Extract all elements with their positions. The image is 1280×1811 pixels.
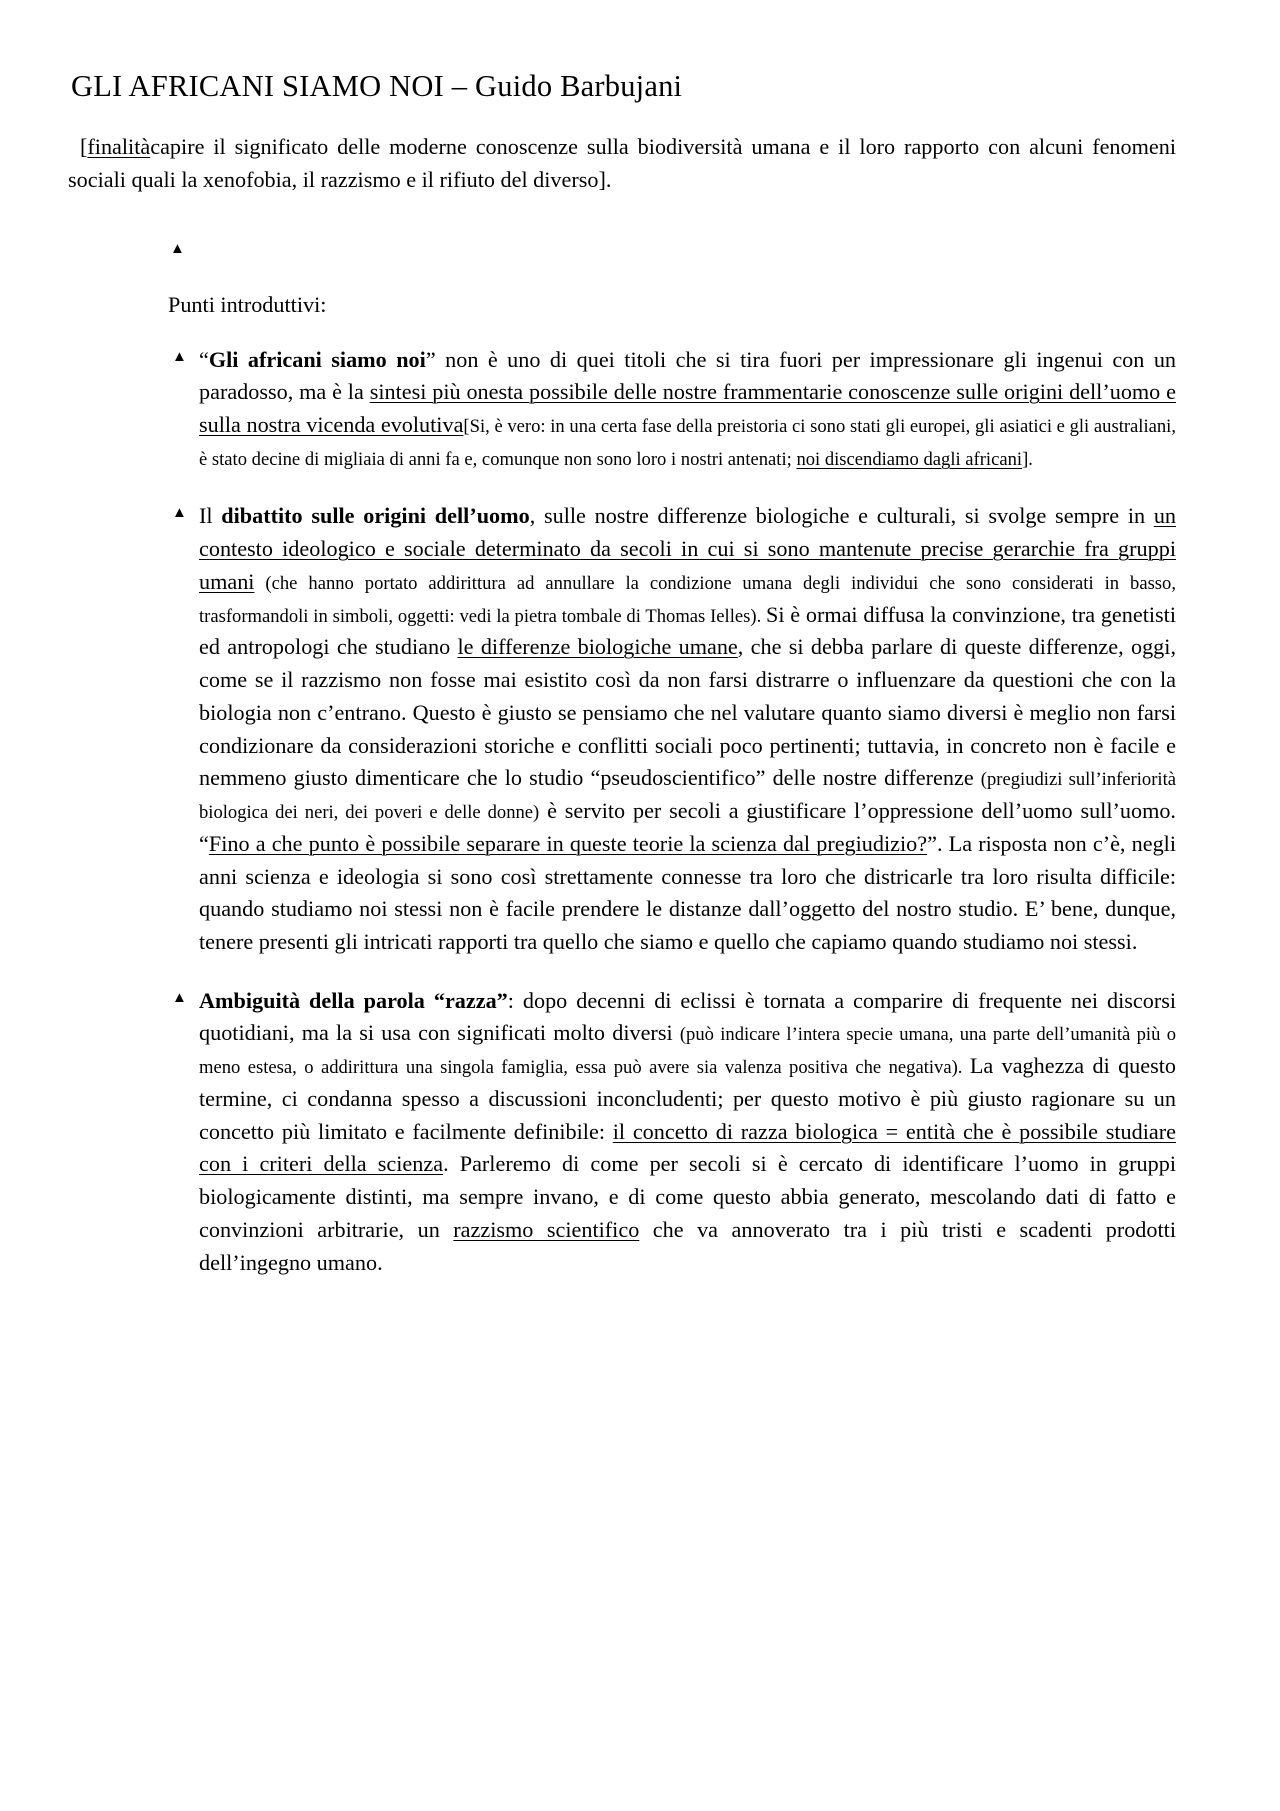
triangle-bullet-icon: ▲ [170,240,185,257]
intro-bracket-open: [ [80,134,88,160]
bullet-text-dibattito [199,500,1176,958]
bullet-list [68,344,1188,1280]
bullet-text-ambiguita [199,985,1176,1280]
small-aside-1: (che hanno portato addirittura ad annullare la condizione umana degli individui che sono considerati in basso, trasformandoli in simboli, oggetti: vedi la pietra tombale di Thomas Ielles). [199,572,1176,627]
text-segment-2: La vaghezza di questo termine, ci condanna spesso a discussioni inconcludenti; per questo motivo è più giusto ragionare su un concetto più limitato e facilmente definibile: [199,1053,1176,1144]
text-prefix: Il [199,503,222,529]
underlined-span-2: razzismo scientifico [453,1216,640,1242]
bold-quote-open: “ [433,987,445,1013]
list-item [68,500,1188,958]
text-segment-1: , sulle nostre differenze biologiche e culturali, si svolge sempre in [529,503,1154,529]
intro-paragraph [68,131,1188,197]
bold-quote-close: ” [496,987,508,1013]
intro-body: capire il significato delle moderne conoscenze sulla biodiversità umana e il loro rapporto con alcuni fenomeni sociali quali la xenofobia, il razzismo e il rifiuto del diverso]. [68,134,1176,193]
section-label: Punti introduttivi: [168,292,327,318]
bold-lead: Gli africani siamo noi [208,346,426,372]
quote-close: ” [425,346,436,372]
quote-open: “ [199,346,209,372]
triangle-bullet-icon: ▲ [172,989,187,1006]
text-segment-1: : dopo decenni di eclissi è tornata a comparire di frequente nei discorsi quotidiani, ma la si usa con significati molto diversi [199,987,1177,1046]
triangle-bullet-icon: ▲ [172,505,187,522]
list-item [68,344,1188,475]
text-segment-4: che va annoverato tra i più tristi e scadenti prodotti dell’ingegno umano. [199,1216,1176,1275]
text-segment-4: è servito per secoli a giustificare l’oppressione dell’uomo sull’uomo. “ [199,798,1176,856]
underlined-span-1: un contesto ideologico e sociale determinato da secoli in cui si sono mantenute precise gerarchie fra gruppi umani [199,503,1177,594]
underlined-span-1: il concetto di razza biologica = entità che è possibile studiare con i criteri della scienza [199,1118,1176,1177]
intro-underlined-term: finalità [87,134,151,160]
small-aside-2: (pregiudizi sull’inferiorità biologica dei neri, dei poveri e delle donne) [199,769,1176,824]
underlined-span-1: sintesi più onesta possibile delle nostre frammentarie conoscenze sulle origini dell’uomo e sulla nostra vicenda evolutiva [199,379,1176,437]
text-segment-2: Si è ormai diffusa la convinzione, tra genetisti ed antropologi che studiano [199,601,1176,660]
small-aside-1: (può indicare l’intera specie umana, una parte dell’umanità più o meno estesa, o addirittura una singola famiglia, essa può avere sia valenza positiva che negativa). [199,1024,1176,1079]
lone-bullet-row [68,233,1188,259]
underlined-span-2: le differenze biologiche umane [457,634,738,660]
text-segment-3: ]. [1022,448,1033,470]
small-aside-1: [Si, è vero: in una certa fase della preistoria ci sono stati gli europei, gli asiatici e gli australiani, è stato decine di migliaia di anni fa e, comunque non sono loro i nostri antenati; [199,415,1176,470]
triangle-bullet-icon: ▲ [172,348,187,365]
underlined-span-2: noi discendiamo dagli africani [796,448,1023,470]
page-title: GLI AFRICANI SIAMO NOI – Guido Barbujani [71,69,683,103]
text-segment-3: . Parleremo di come per secoli si è cercato di identificare l’uomo in gruppi biologicamente distinti, ma sempre invano, e di come questo abbia generato, mescolando dati di fatto e convinzioni arbitrarie, un [199,1151,1176,1242]
bullet-text-gli-africani [199,344,1176,475]
text-segment-1: non è uno di quei titoli che si tira fuori per impressionare gli ingenui con un paradosso, ma è la [199,346,1177,405]
underlined-span-3: Fino a che punto è possibile separare in queste teorie la scienza dal pregiudizio? [208,830,928,856]
bold-lead: Ambiguità della parola [199,987,434,1013]
text-segment-5: ”. La risposta non c’è, negli anni scienza e ideologia si sono così strettamente connesse tra loro che districarle tra loro risulta difficile: quando studiamo noi stessi non è facile prendere le distanze dall’oggetto del nostro studio. E’ bene, dunque, tenere presenti gli intricati rapporti tra quello che siamo e quello che capiamo quando studiamo noi stessi. [199,830,1176,954]
bold-razza-term: razza [444,987,497,1013]
text-segment-3: , che si debba parlare di queste differenze, oggi, come se il razzismo non fosse mai esistito così da non farsi distrarre o influenzare da questioni che con la biologia non c’entrano. Questo è giusto se pensiamo che nel valutare quanto siamo diversi è meglio non farsi condizionare da considerazioni storiche e conflitti sociali poco pertinenti; tuttavia, in concreto non è facile e nemmeno giusto dimenticare che lo studio “pseudoscientifico” delle nostre differenze [199,634,1176,791]
list-item [68,985,1188,1280]
bold-lead: dibattito sulle origini dell’uomo [221,503,530,529]
